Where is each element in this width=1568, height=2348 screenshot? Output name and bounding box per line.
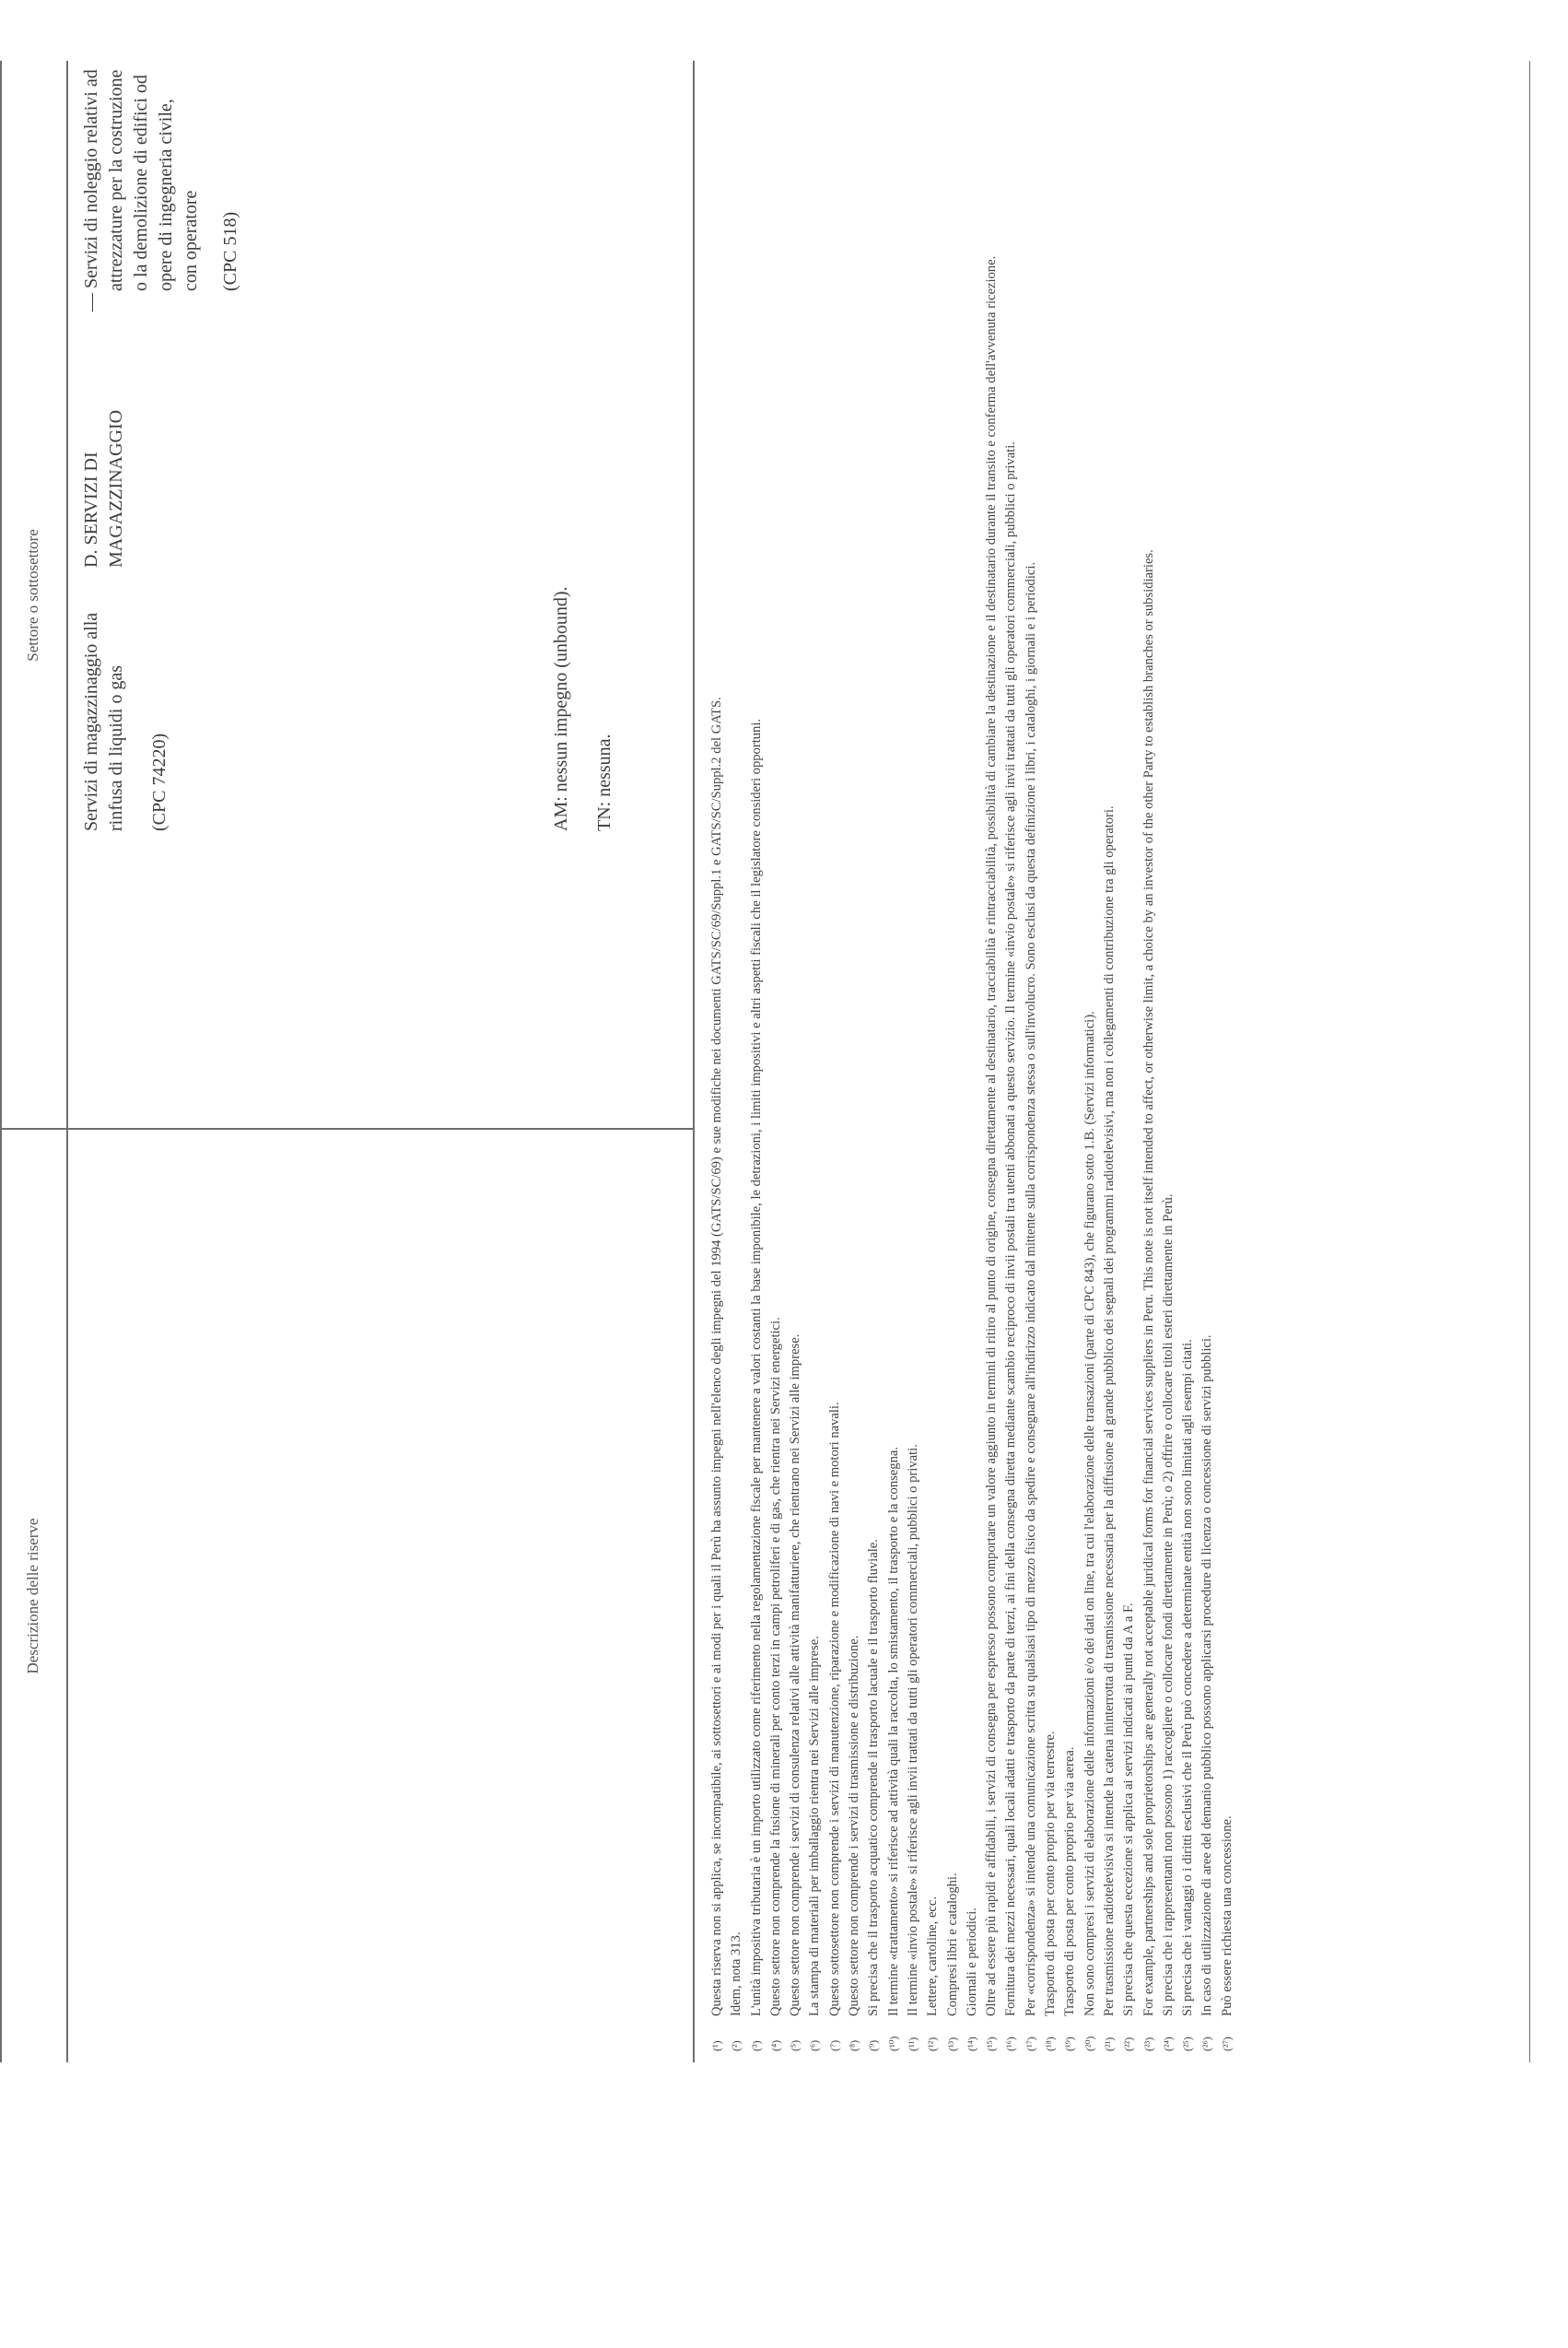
footnote-text: Si precisa che i rappresentanti non possono 1) raccogliere o collocare fondi direttamente in Perù; o 2) offrire o collocare titoli esteri direttamente in Perù. xyxy=(1160,1193,1176,2016)
row-2-sector xyxy=(79,324,129,568)
footnote-text: Non sono compresi i servizi di elaborazione delle informazioni e/o dei dati on line, tra cui l'elaborazione delle transazioni (parte di CPC 843), che figurano sotto 1.B. (Servizi informatici). xyxy=(1082,1011,1097,2016)
footnote-number: (¹³) xyxy=(945,2037,959,2051)
footnote-number: (⁸) xyxy=(848,2039,861,2051)
footnote-item xyxy=(845,72,864,2051)
header-description: Descrizione delle riserve xyxy=(24,1518,41,1674)
footnote-text: Questo settore non comprende i servizi di consulenza relativi alle attività manifatturiere, che rientrano nei Servizi alle imprese. xyxy=(788,1333,803,2016)
footnote-text: Questo sottosettore non comprende i servizi di manutenzione, riparazione e modificazione di navi e motori navali. xyxy=(826,1402,842,2016)
footnote-number: (¹⁹) xyxy=(1063,2037,1077,2051)
footnote-number: (¹⁸) xyxy=(1044,2037,1058,2051)
footnote-item xyxy=(884,72,904,2051)
footnote-item xyxy=(825,72,845,2051)
footnote-number: (³) xyxy=(749,2040,763,2051)
footnote-item xyxy=(1081,72,1100,2051)
row-rule-1 xyxy=(66,61,67,315)
footnote-text: Compresi libri e cataloghi. xyxy=(944,1873,960,2016)
row-3-reservation-tn: TN: nessuna. xyxy=(594,734,614,831)
footnote-text: Si precisa che il trasporto acquatico comprende il trasporto lacuale e il trasporto fluviale. xyxy=(866,1539,882,2016)
footnote-text: Lettere, cartoline, ecc. xyxy=(925,1896,941,2016)
footnote-number: (²) xyxy=(730,2040,743,2051)
table-top-rule xyxy=(0,61,2,2062)
footnote-item xyxy=(766,72,786,2051)
footnote-item xyxy=(1001,72,1021,2051)
footnote-item xyxy=(805,72,825,2051)
footnote-item xyxy=(1119,72,1139,2051)
footnote-number: (⁹) xyxy=(867,2039,881,2051)
row-3-sector-code: (CPC 74220) xyxy=(149,733,170,831)
footnote-text: Si precisa che questa eccezione si applica ai servizi indicati ai punti da A a F. xyxy=(1121,1603,1137,2016)
footnote-number: (²²) xyxy=(1122,2037,1136,2051)
footnote-item xyxy=(1159,72,1178,2051)
footnote-item xyxy=(1060,72,1080,2051)
footnote-item xyxy=(864,72,883,2051)
footnote-item xyxy=(923,72,942,2051)
footnote-text: Fornitura dei mezzi necessari, quali locali adatti e trasporto da parte di terzi, ai fini della consegna diretta mediante scambio reciproco di invii postali tra utenti abbonati a questo servizio. Il termine «invio postale» si riferisce agli invii trattati da tutti gli operatori commerciali, pubblici o privati. xyxy=(1003,441,1019,2016)
column-divider xyxy=(0,1128,693,1130)
footnote-text: For example, partnerships and sole proprietorships are generally not acceptable juridical forms for financial services suppliers in Peru. This note is not itself intended to affect, or otherwise limit, a choice by an investor of the other Party to establish branches or subsidiaries. xyxy=(1141,549,1156,2016)
footnote-number: (¹⁵) xyxy=(985,2037,999,2051)
footnote-number: (²⁷) xyxy=(1220,2037,1234,2051)
footnote-item xyxy=(727,72,746,2051)
footnote-number: (²⁵) xyxy=(1181,2037,1195,2051)
footnote-number: (²¹) xyxy=(1102,2037,1116,2051)
footnote-text: Il termine «trattamento» si riferisce ad attività quali la raccolta, lo smistamento, il trasporto e la consegna. xyxy=(885,1447,901,2016)
footnote-item xyxy=(1198,72,1217,2051)
footnote-number: (²³) xyxy=(1141,2037,1155,2051)
footnote-number: (¹) xyxy=(710,2040,723,2051)
footnote-number: (¹⁷) xyxy=(1024,2037,1037,2051)
footnote-item xyxy=(1041,72,1060,2051)
row-1-sector-code: (CPC 518) xyxy=(220,211,240,291)
row-1-sector-text: — Servizi di noleggio relativi ad attrezzature per la costruzione o la demolizione di edifici od opere di ingegneria civile, con operatore xyxy=(81,69,201,311)
footnote-text: Questo settore non comprende la fusione di minerali per conto terzi in campi petroliferi e di gas, che rientra nei Servizi energetici. xyxy=(767,1317,783,2016)
footnote-number: (⁴) xyxy=(768,2039,782,2051)
footnote-number: (⁷) xyxy=(827,2039,841,2051)
footnote-item xyxy=(1100,72,1119,2051)
footnote-number: (²⁶) xyxy=(1200,2037,1214,2051)
footnote-text: Il termine «invio postale» si riferisce agli invii trattati da tutti gli operatori commerciali, pubblici o privati. xyxy=(905,1444,920,2016)
footnote-text: Trasporto di posta per conto proprio per via terrestre. xyxy=(1043,1731,1059,2016)
footnote-text: In caso di utilizzazione di aree del demanio pubblico possono applicarsi procedure di licenza o concessione di servizi pubblici. xyxy=(1199,1334,1215,2016)
footnote-item xyxy=(1140,72,1159,2051)
footnote-text: Si precisa che i vantaggi o i diritti esclusivi che il Perù può concedere a determinate entità non sono limitati agli esempi citati. xyxy=(1180,1339,1196,2016)
row-3-reservation-am: AM: nessun impegno (unbound). xyxy=(551,586,571,831)
footnote-number: (¹⁶) xyxy=(1004,2037,1018,2051)
footnote-item xyxy=(1218,72,1237,2051)
footnote-text: Questa riserva non si applica, se incompatibile, ai sottosettori e ai modi per i quali il Perù ha assunto impegni nell'elenco degli impegni del 1994 (GATS/SC/69) e sue modifiche nei documenti GATS/SC/69/Suppl.1 e GATS/SC/Suppl.2 del GATS. xyxy=(709,697,724,2016)
row-3-sector xyxy=(79,582,172,831)
footnote-text: Per trasmissione radiotelevisiva si intende la catena ininterrotta di trasmissione necessaria per la diffusione al grande pubblico dei segnali dei programmi radiotelevisivi, ma non i collegamenti di contribuzione tra gli operatori. xyxy=(1101,805,1117,2016)
footnote-item xyxy=(1178,72,1198,2051)
footnotes xyxy=(708,72,1237,2051)
footnote-item xyxy=(708,72,727,2051)
footnote-text: Questo settore non comprende i servizi di trasmissione e distribuzione. xyxy=(847,1635,862,2016)
footnote-text: L'unità impositiva tributaria è un importo utilizzato come riferimento nella regolamentazione fiscale per mantenere a valori costanti la base imponibile, le detrazioni, i limiti impositivi e altri aspetti fiscali che il legislatore consideri opportuni. xyxy=(748,718,764,2016)
row-2-sector-text: D. SERVIZI DI MAGAZZINAGGIO xyxy=(81,409,126,568)
footnote-text: Oltre ad essere più rapidi e affidabili, i servizi di consegna per espresso possono comportare un valore aggiunto in termini di ritiro al punto di origine, consegna direttamente al destinatario, tracciabilità e rintracciabilità, possibilità di cambiare la destinazione e il destinatario durante il transito e conferma dell'avvenuta ricezione. xyxy=(984,255,1000,2016)
footnote-number: (¹⁴) xyxy=(965,2037,978,2051)
row-1-sector xyxy=(79,68,243,311)
footnote-item xyxy=(963,72,982,2051)
footnote-text: Può essere richiesta una concessione. xyxy=(1219,1815,1235,2016)
footnote-text: Trasporto di posta per conto proprio per via aerea. xyxy=(1062,1746,1078,2016)
footnote-item xyxy=(982,72,1001,2051)
row-rule-2 xyxy=(66,319,67,573)
footnote-text: Giornali e periodici. xyxy=(964,1908,979,2016)
footnote-text: Per «corrispondenza» si intende una comunicazione scritta su qualsiasi tipo di mezzo fisico da spedire e consegnare all'indirizzo indicato dal mittente sulla corrispondenza stessa o sull'involucro. Sono esclusi da questa definizione i libri, i cataloghi, i giornali e i periodici. xyxy=(1023,561,1038,2016)
footnote-number: (¹²) xyxy=(926,2037,940,2051)
footnote-item xyxy=(1022,72,1041,2051)
footnote-number: (²⁴) xyxy=(1161,2037,1175,2051)
footnote-item xyxy=(747,72,766,2051)
table-bottom-rule xyxy=(693,61,695,2062)
footnotes-bottom-rule xyxy=(1529,61,1530,2062)
footnote-item xyxy=(943,72,963,2051)
footnote-item xyxy=(786,72,805,2051)
footnote-number: (²⁰) xyxy=(1082,2036,1096,2051)
row-3-sector-text: Servizi di magazzinaggio alla rinfusa di liquidi o gas xyxy=(81,612,126,831)
footnote-number: (¹⁰) xyxy=(886,2036,900,2051)
row-3-reservation xyxy=(549,582,617,831)
footnote-number: (⁶) xyxy=(808,2039,822,2051)
footnote-text: Idem, nota 313. xyxy=(729,1931,744,2016)
footnote-text: La stampa di materiali per imballaggio rientra nei Servizi alle imprese. xyxy=(807,1636,823,2016)
header-sector: Settore o sottosettore xyxy=(24,529,41,662)
footnote-number: (¹¹) xyxy=(906,2037,919,2051)
footnote-item xyxy=(904,72,923,2051)
footnote-number: (⁵) xyxy=(789,2039,802,2051)
